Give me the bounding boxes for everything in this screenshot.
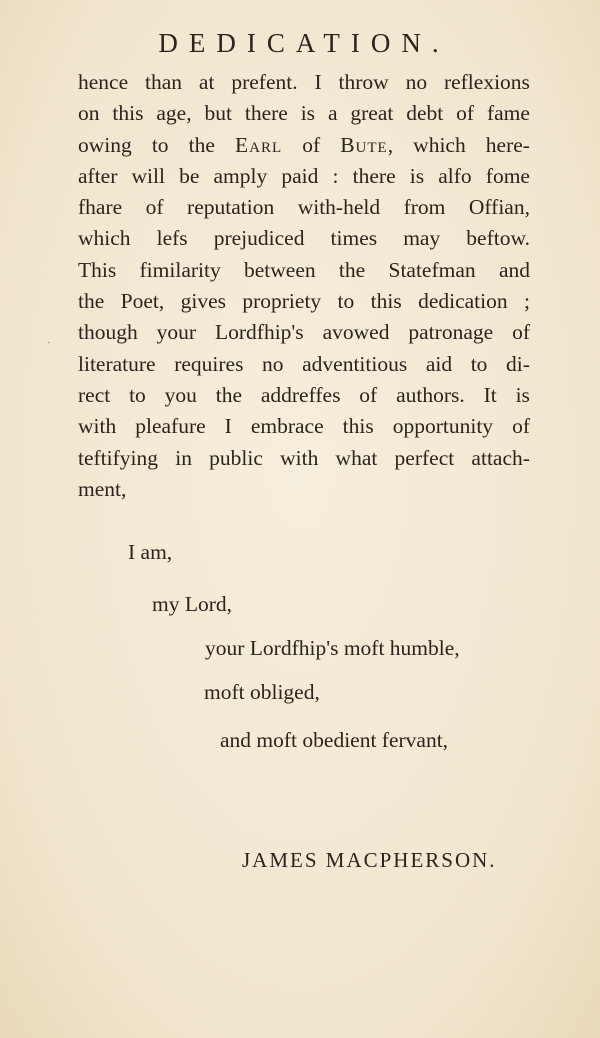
word: owing [78, 132, 132, 157]
word: I [224, 414, 232, 439]
body-line [78, 317, 530, 348]
word: avowed [322, 320, 390, 345]
word: pleafure [135, 414, 206, 439]
word: Offian, [468, 195, 530, 220]
author-signature: JAMES MACPHERSON. [242, 848, 497, 872]
word: great [350, 101, 394, 126]
word: of [512, 320, 530, 345]
word: of [145, 195, 164, 220]
word: from [403, 195, 446, 220]
body-line [78, 255, 530, 286]
word: fimilarity [139, 257, 221, 282]
word: be [179, 163, 200, 188]
body-line [78, 286, 530, 317]
word: alfo [438, 163, 472, 188]
word: though [78, 320, 138, 345]
word: to [337, 289, 355, 314]
word: fhare [78, 195, 123, 220]
closing-line-i-am: I am, [128, 540, 173, 564]
word: but [204, 101, 232, 126]
word: in [175, 445, 192, 470]
word: to [151, 132, 169, 157]
word: fame [486, 101, 530, 126]
word: no [262, 351, 284, 376]
body-line [78, 349, 530, 380]
word: requires [174, 351, 244, 376]
body-line [78, 98, 530, 129]
word: there [244, 101, 288, 126]
closing-line-humble: your Lordfhip's moft humble, [205, 636, 460, 660]
word: of [359, 382, 378, 407]
word: gives [180, 289, 226, 314]
word: there [352, 163, 396, 188]
body-line [78, 130, 530, 161]
closing-line-obliged: moft obliged, [204, 680, 320, 704]
word: embrace [250, 414, 324, 439]
word: adventitious [302, 351, 408, 376]
word: Earl [235, 132, 283, 157]
word: to [470, 351, 488, 376]
body-line [78, 411, 530, 442]
word: authors. [396, 382, 465, 407]
dedication-body [78, 67, 530, 505]
word: which [78, 226, 131, 251]
word: to [129, 382, 146, 407]
word: between [244, 257, 316, 282]
word: literature [78, 351, 156, 376]
word: will [131, 163, 165, 188]
closing-line-my-lord: my Lord, [152, 592, 233, 616]
word: a [327, 101, 338, 126]
word: the [78, 289, 105, 314]
word: times [330, 226, 378, 251]
body-line [78, 443, 530, 474]
word: the [338, 257, 366, 282]
word: reflexions [443, 70, 530, 94]
word: is [409, 163, 425, 188]
word: opportunity [392, 414, 494, 439]
word: than [145, 70, 183, 94]
word: is [300, 101, 316, 126]
word: your [156, 320, 197, 345]
word: : [332, 163, 339, 188]
word: of [456, 101, 475, 126]
body-line [78, 161, 530, 192]
body-line [78, 67, 530, 98]
word: propriety [242, 289, 322, 314]
body-line [78, 223, 530, 254]
word: throw [338, 70, 389, 94]
word: with [280, 445, 319, 470]
word: Bute, [340, 132, 394, 157]
word: addreffes [260, 382, 341, 407]
word: attach- [471, 445, 530, 470]
word: prefent. [231, 70, 298, 94]
word: It [483, 382, 497, 407]
word: Poet, [120, 289, 165, 314]
word: with [78, 414, 117, 439]
word: Statefman [388, 257, 476, 282]
word: may [403, 226, 441, 251]
word: Lordfhip's [215, 320, 304, 345]
word: amply [213, 163, 268, 188]
page-title: DEDICATION. [158, 28, 450, 58]
word: hence [78, 70, 129, 94]
word: di- [506, 351, 530, 376]
word: ment, [78, 476, 127, 501]
word: reputation [187, 195, 275, 220]
word: beftow. [466, 226, 530, 251]
word: paid [281, 163, 319, 188]
word: what [335, 445, 378, 470]
word: prejudiced [213, 226, 305, 251]
word: debt [406, 101, 444, 126]
word: This [78, 257, 117, 282]
word: lefs [156, 226, 188, 251]
word: which [413, 132, 466, 157]
word: of [302, 132, 321, 157]
word: the [215, 382, 243, 407]
word: and [498, 257, 530, 282]
word: teftifying [78, 445, 159, 470]
word: after [78, 163, 118, 188]
word: age, [156, 101, 192, 126]
word: aid [425, 351, 453, 376]
word: the [188, 132, 215, 157]
word: no [405, 70, 428, 94]
closing-line-servant: and moft obedient fervant, [220, 728, 449, 752]
word: public [209, 445, 263, 470]
word: I [314, 70, 322, 94]
word: patronage [408, 320, 494, 345]
word: perfect [394, 445, 455, 470]
body-line [78, 192, 530, 223]
word: is [515, 382, 530, 407]
word: dedication [418, 289, 508, 314]
word: ; [523, 289, 530, 314]
word: this [112, 101, 144, 126]
word: fome [485, 163, 530, 188]
word: this [342, 414, 374, 439]
word: this [370, 289, 402, 314]
word: here- [485, 132, 530, 157]
word: at [198, 70, 215, 94]
body-line [78, 380, 530, 411]
word: with-held [297, 195, 381, 220]
word: rect [78, 382, 111, 407]
body-line [78, 474, 530, 505]
word: on [78, 101, 100, 126]
margin-mark: ˎ [47, 330, 51, 344]
word: you [164, 382, 197, 407]
word: of [512, 414, 530, 439]
